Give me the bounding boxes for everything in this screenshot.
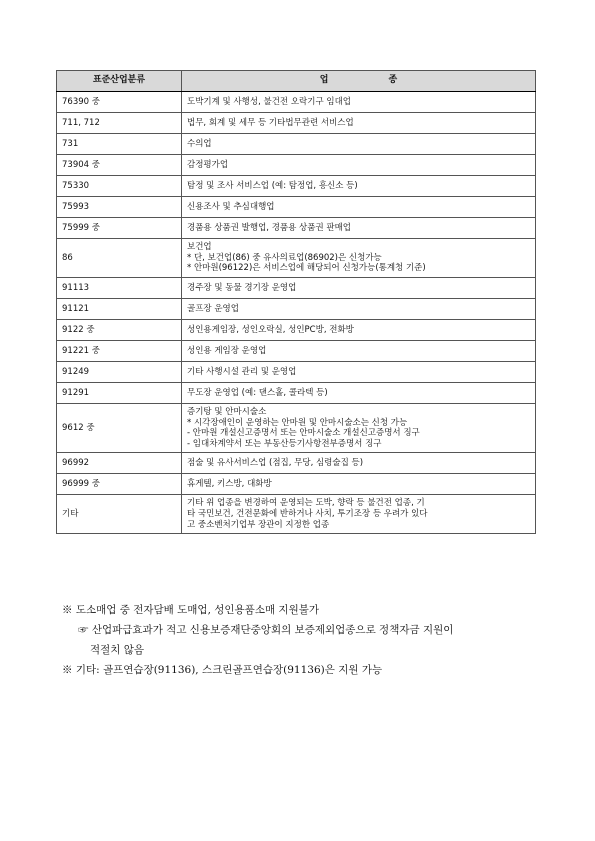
industry-code-cell: 9612 중	[57, 403, 182, 453]
table-row	[57, 218, 536, 239]
table-row	[57, 134, 536, 155]
table-row	[57, 197, 536, 218]
industry-code-cell: 91221 중	[57, 340, 182, 361]
business-type-line: 증기탕 및 안마시술소	[187, 406, 267, 417]
business-type-line: 휴게텔, 키스방, 대화방	[187, 479, 272, 490]
table-header-row	[57, 71, 536, 92]
note-reason-line1: ☞ 산업파급효과가 적고 신용보증재단중앙회의 보증제외업종으로 정책자금 지원이	[78, 624, 454, 636]
business-type-line: 점술 및 유사서비스업 (점집, 무당, 심령술집 등)	[187, 458, 364, 469]
excluded-industries-table	[56, 70, 536, 534]
industry-code-cell: 731	[57, 134, 182, 155]
business-type-cell	[182, 298, 536, 319]
business-type-cell	[182, 453, 536, 474]
header-business-type-part2: 종	[388, 75, 398, 86]
business-type-cell	[182, 495, 536, 534]
business-type-line: - 안마원 개설신고증명서 또는 안마시술소 개설신고증명서 징구	[187, 428, 420, 439]
table-row	[57, 113, 536, 134]
industry-code-cell: 91291	[57, 382, 182, 403]
industry-code-cell: 91249	[57, 361, 182, 382]
business-type-line: 신용조사 및 추심대행업	[187, 201, 275, 212]
business-type-line: 무도장 운영업 (예: 댄스홀, 콜라텍 등)	[187, 387, 328, 398]
business-type-line: 수의업	[187, 138, 212, 149]
business-type-line: * 단, 보건업(86) 중 유사의료업(86902)은 신청가능	[187, 252, 382, 263]
note-reason-line2: 적절치 않음	[90, 644, 145, 656]
industry-code-cell: 91113	[57, 277, 182, 298]
industry-code-cell: 73904 중	[57, 155, 182, 176]
industry-code-cell: 96999 중	[57, 474, 182, 495]
business-type-line: 고 중소벤처기업부 장관이 지정한 업종	[187, 519, 330, 530]
business-type-cell	[182, 403, 536, 453]
table-row	[57, 474, 536, 495]
business-type-line: * 시각장애인이 운영하는 안마원 및 안마시술소는 신청 가능	[187, 417, 408, 428]
table-body	[57, 92, 536, 534]
business-type-line: 타 국민보건, 건전문화에 반하거나 사치, 투기조장 등 우려가 있다	[187, 509, 428, 519]
industry-code-cell: 711, 712	[57, 113, 182, 134]
business-type-line: 경주장 및 동물 경기장 운영업	[187, 282, 297, 293]
business-type-cell	[182, 218, 536, 239]
business-type-cell	[182, 319, 536, 340]
business-type-line: 기타 위 업종을 변경하여 운영되는 도박, 향락 등 불건전 업종, 기	[187, 498, 425, 509]
industry-code-cell: 96992	[57, 453, 182, 474]
notes-section	[62, 600, 542, 680]
business-type-line: - 임대차계약서 또는 부동산등기사항전부증명서 징구	[187, 438, 382, 449]
business-type-cell	[182, 92, 536, 113]
business-type-cell	[182, 134, 536, 155]
industry-code-cell: 기타	[57, 495, 182, 534]
business-type-line: 도박기계 및 사행성, 불건전 오락기구 임대업	[187, 96, 352, 107]
business-type-cell	[182, 277, 536, 298]
table-row	[57, 361, 536, 382]
table-row	[57, 298, 536, 319]
business-type-line: 골프장 운영업	[187, 303, 239, 314]
table-row	[57, 382, 536, 403]
table-row	[57, 340, 536, 361]
business-type-cell	[182, 155, 536, 176]
industry-code-cell: 91121	[57, 298, 182, 319]
business-type-line: 탐정 및 조사 서비스업 (예: 탐정업, 흥신소 등)	[187, 180, 358, 191]
table-row	[57, 403, 536, 453]
business-type-cell	[182, 474, 536, 495]
table-row	[57, 319, 536, 340]
business-type-line: 경품용 상품권 발행업, 경품용 상품권 판매업	[187, 222, 352, 233]
business-type-cell	[182, 239, 536, 278]
business-type-cell	[182, 382, 536, 403]
table-row	[57, 453, 536, 474]
business-type-cell	[182, 176, 536, 197]
header-industry-code: 표준산업분류	[57, 71, 182, 92]
table-row	[57, 239, 536, 278]
business-type-cell	[182, 340, 536, 361]
table-row	[57, 92, 536, 113]
business-type-line: 보건업	[187, 242, 212, 252]
industry-code-cell: 9122 중	[57, 319, 182, 340]
industry-code-cell: 75993	[57, 197, 182, 218]
business-type-cell	[182, 113, 536, 134]
industry-code-cell: 75330	[57, 176, 182, 197]
business-type-cell	[182, 197, 536, 218]
header-business-type	[182, 71, 536, 92]
note-ecig-adult-goods: ※ 도소매업 중 전자담배 도매업, 성인용품소매 지원불가	[62, 604, 320, 616]
business-type-line: * 안마원(96122)은 서비스업에 해당되어 신청가능(통계청 기준)	[187, 263, 426, 274]
business-type-cell	[182, 361, 536, 382]
note-golf-practice: ※ 기타: 골프연습장(91136), 스크린골프연습장(91136)은 지원 가능	[62, 664, 383, 676]
business-type-line: 성인용게임장, 성인오락실, 성인PC방, 전화방	[187, 324, 354, 335]
business-type-line: 기타 사행시설 관리 및 운영업	[187, 366, 297, 377]
business-type-line: 법무, 회계 및 세무 등 기타법무관련 서비스업	[187, 117, 354, 128]
table-row	[57, 176, 536, 197]
table-row	[57, 277, 536, 298]
table-row	[57, 495, 536, 534]
business-type-line: 감정평가업	[187, 159, 229, 170]
industry-code-cell: 76390 중	[57, 92, 182, 113]
header-business-type-part1: 업	[319, 75, 329, 86]
industry-code-cell: 86	[57, 239, 182, 278]
table-row	[57, 155, 536, 176]
business-type-line: 성인용 게임장 운영업	[187, 345, 267, 356]
industry-code-cell: 75999 중	[57, 218, 182, 239]
